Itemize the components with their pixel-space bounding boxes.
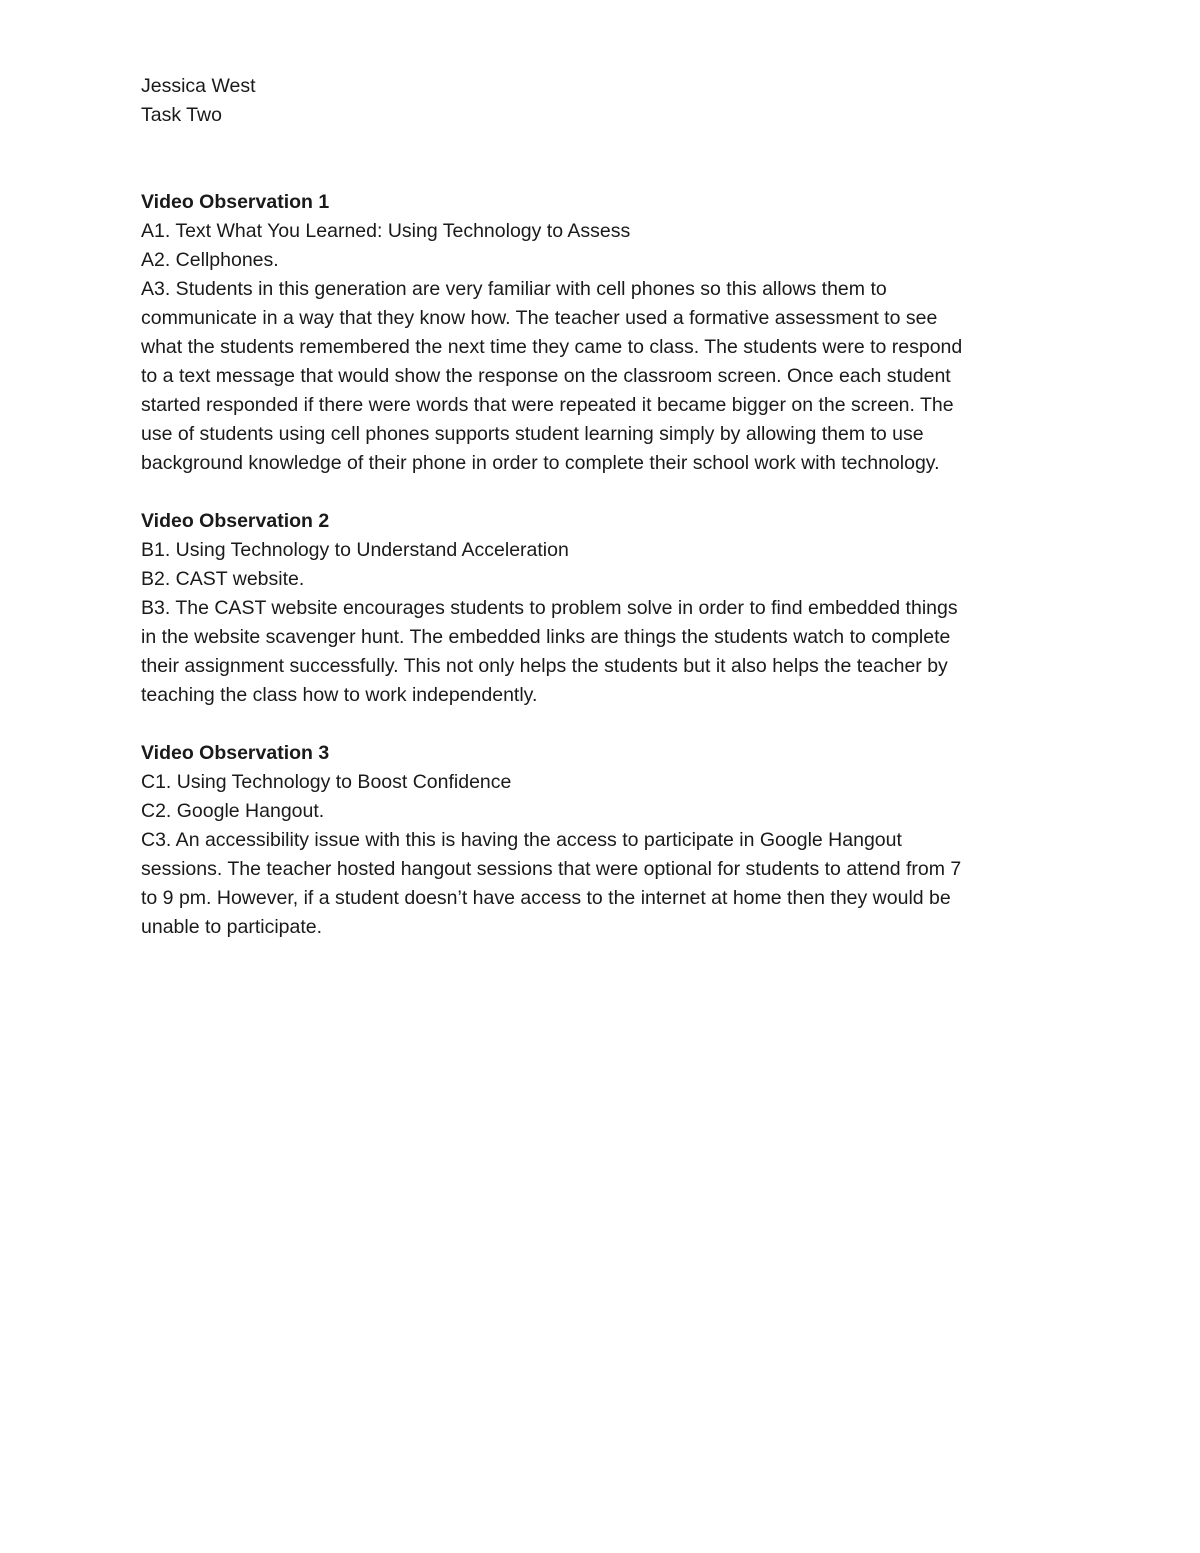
paragraph-line: C3. An accessibility issue with this is having the access to participate in Google Hangout bbox=[141, 829, 902, 851]
paragraph-line: started responded if there were words that were repeated it became bigger on the screen. The bbox=[141, 394, 954, 416]
item-a2: A2. Cellphones. bbox=[141, 249, 279, 271]
item-c1: C1. Using Technology to Boost Confidence bbox=[141, 771, 512, 793]
paragraph-line: their assignment successfully. This not only helps the students but it also helps the teacher by bbox=[141, 655, 948, 677]
document-body bbox=[141, 72, 1061, 971]
paragraph-line: B3. The CAST website encourages students to problem solve in order to find embedded things bbox=[141, 597, 958, 619]
author-name: Jessica West bbox=[141, 75, 256, 97]
observation-section-3 bbox=[141, 739, 1061, 942]
section-heading: Video Observation 3 bbox=[141, 742, 330, 764]
paragraph-line: to 9 pm. However, if a student doesn’t have access to the internet at home then they would be bbox=[141, 887, 951, 909]
paragraph-line: unable to participate. bbox=[141, 916, 323, 938]
paragraph-line: use of students using cell phones supports student learning simply by allowing them to use bbox=[141, 423, 924, 445]
item-c2: C2. Google Hangout. bbox=[141, 800, 325, 822]
item-b1: B1. Using Technology to Understand Acceleration bbox=[141, 539, 569, 561]
paragraph-line: communicate in a way that they know how. The teacher used a formative assessment to see bbox=[141, 307, 938, 329]
section-heading: Video Observation 1 bbox=[141, 191, 330, 213]
item-c3-paragraph bbox=[141, 826, 1061, 942]
observation-section-2 bbox=[141, 507, 1061, 710]
observation-section-1 bbox=[141, 188, 1061, 478]
task-title: Task Two bbox=[141, 104, 222, 126]
document-header bbox=[141, 72, 1061, 130]
paragraph-line: in the website scavenger hunt. The embedded links are things the students watch to complete bbox=[141, 626, 951, 648]
paragraph-line: teaching the class how to work independently. bbox=[141, 684, 538, 706]
paragraph-line: to a text message that would show the response on the classroom screen. Once each student bbox=[141, 365, 951, 387]
item-b2: B2. CAST website. bbox=[141, 568, 305, 590]
paragraph-line: what the students remembered the next time they came to class. The students were to respond bbox=[141, 336, 963, 358]
section-heading: Video Observation 2 bbox=[141, 510, 330, 532]
paragraph-line: sessions. The teacher hosted hangout sessions that were optional for students to attend from 7 bbox=[141, 858, 962, 880]
paragraph-line: background knowledge of their phone in order to complete their school work with technology. bbox=[141, 452, 940, 474]
paragraph-line: A3. Students in this generation are very familiar with cell phones so this allows them to bbox=[141, 278, 887, 300]
item-b3-paragraph bbox=[141, 594, 1061, 710]
item-a3-paragraph bbox=[141, 275, 1061, 478]
item-a1: A1. Text What You Learned: Using Technology to Assess bbox=[141, 220, 631, 242]
